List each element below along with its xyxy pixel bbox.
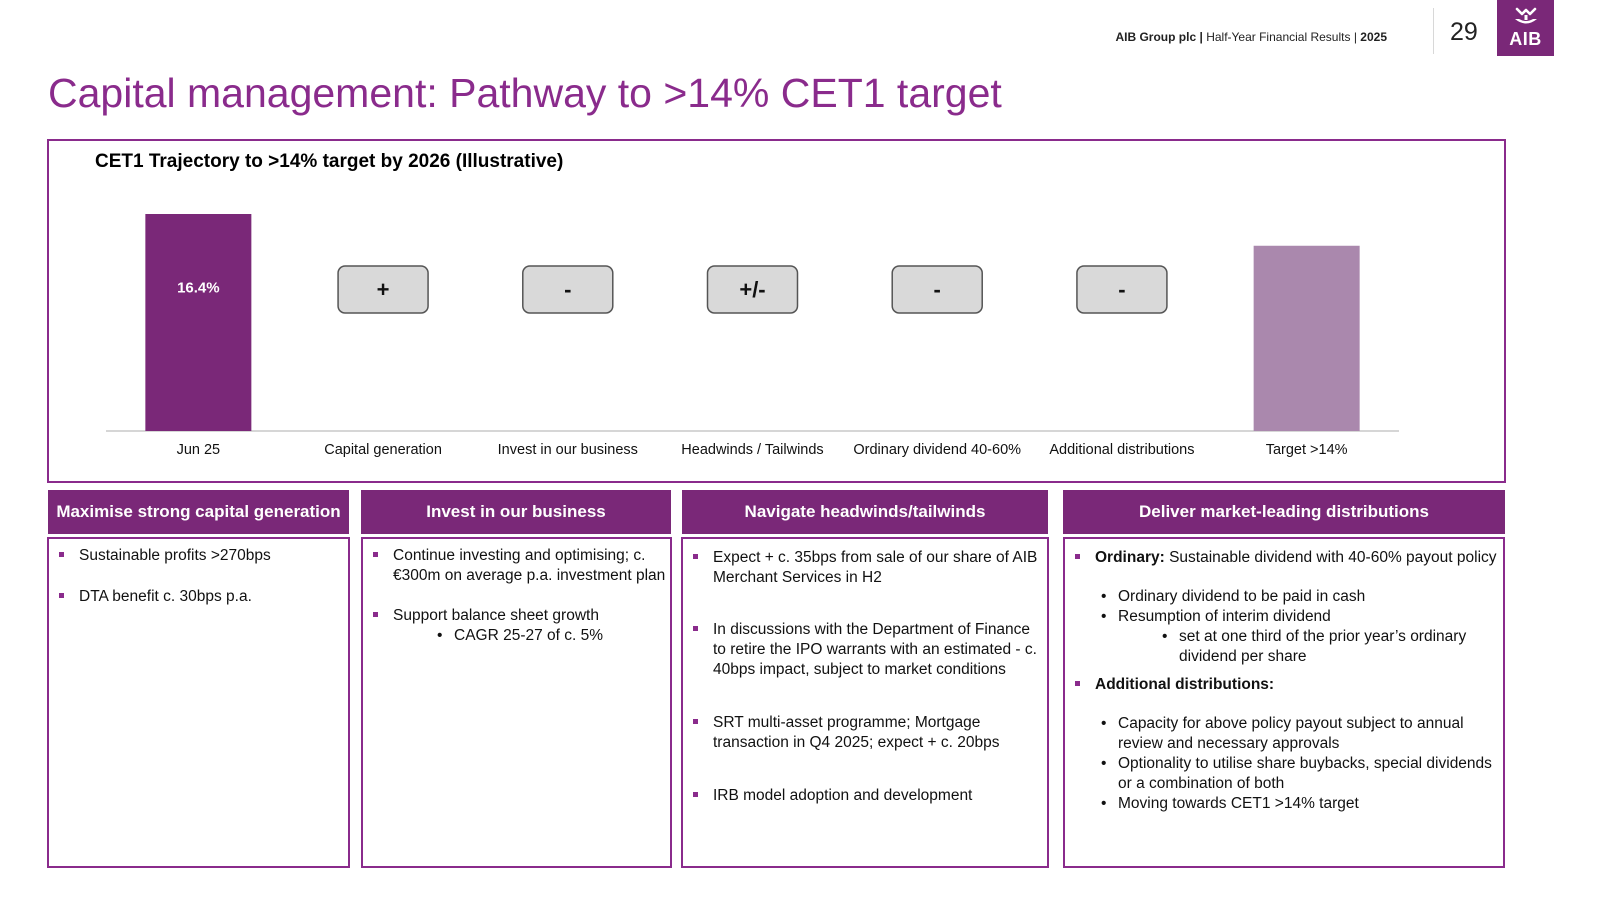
sub-sub-list-item: • set at one third of the prior year’s ordinary dividend per share [1156,627,1497,667]
sign-label: - [1118,277,1126,302]
distributions-list [1065,548,1503,814]
category-label: Capital generation [324,442,442,458]
additional-label: Additional distributions: [1095,676,1275,693]
category-label: Target >14% [1265,442,1348,458]
cet1-chart-panel [47,139,1506,483]
category-label: Invest in our business [497,442,638,458]
sign-label: + [376,277,390,302]
column-header-headwinds: Navigate headwinds/tailwinds [682,490,1048,534]
chart-title: CET1 Trajectory to >14% target by 2026 (Illustrative) [95,151,564,172]
sub-list [431,626,670,646]
list-item: Continue investing and optimising; c. €300m on average p.a. investment plan [363,546,670,586]
sub-list-item: • Capacity for above policy payout subject to annual review and necessary approvals [1095,714,1497,754]
ordinary-text: Sustainable dividend with 40-60% payout policy [1169,549,1497,566]
column-box-distributions [1063,537,1505,868]
category-label: Additional distributions [1049,442,1195,458]
sub-list-item: • Ordinary dividend to be paid in cash [1095,587,1497,607]
list-item [363,606,670,646]
sign-label: +/- [739,277,766,302]
list-item: DTA benefit c. 30bps p.a. [49,587,348,607]
sub-list-item: • Moving towards CET1 >14% target [1095,794,1497,814]
sign-label: - [564,277,572,302]
list-item-ordinary [1065,548,1497,667]
column-header-invest: Invest in our business [361,490,671,534]
sub-list-item: • CAGR 25-27 of c. 5% [431,626,670,646]
category-label: Headwinds / Tailwinds [681,442,824,458]
sub-list-item: • Optionality to utilise share buybacks, special dividends or a combination of both [1095,754,1497,794]
column-box-capital-generation [47,537,350,868]
additional-sub-list [1095,714,1497,814]
data-label: 16.4% [177,279,220,297]
sub-list-item-text: Resumption of interim dividend [1118,608,1331,625]
list-item: SRT multi-asset programme; Mortgage transaction in Q4 2025; expect + c. 20bps [683,713,1039,753]
report-name: Half-Year Financial Results [1206,30,1351,44]
headwinds-list [683,548,1047,806]
aib-logo [1497,0,1554,56]
list-item-text: Support balance sheet growth [393,607,599,624]
list-item: In discussions with the Department of Finance to retire the IPO warrants with an estimated - c. 40bps impact, subject to market conditions [683,620,1039,680]
capital-generation-list [49,546,348,607]
report-year: 2025 [1360,30,1387,44]
sign-label: - [933,277,941,302]
ordinary-label: Ordinary: [1095,549,1165,566]
invest-list [363,546,670,646]
list-item-additional [1065,675,1497,814]
list-item: Expect + c. 35bps from sale of our share of AIB Merchant Services in H2 [683,548,1039,588]
report-header [1115,30,1387,44]
header-separator: | [1199,30,1203,44]
column-box-headwinds [681,537,1049,868]
sub-list-item [1095,607,1497,667]
bar-jun-25 [145,214,251,431]
column-box-invest [361,537,672,868]
category-label: Jun 25 [176,442,221,458]
logo-text: AIB [1509,29,1542,49]
page-number: 29 [1450,18,1478,46]
ordinary-sub-list [1095,587,1497,667]
category-label: Ordinary dividend 40-60% [853,442,1022,458]
company-name: AIB Group plc [1115,30,1197,44]
column-header-distributions: Deliver market-leading distributions [1063,490,1505,534]
header-separator-2: | [1353,30,1357,44]
ark-icon [1512,6,1540,28]
bar-target [1254,246,1360,431]
cet1-chart [49,141,1504,481]
list-item: IRB model adoption and development [683,786,1039,806]
header-divider [1433,8,1434,54]
page-title: Capital management: Pathway to >14% CET1 target [48,70,1002,116]
sub-sub-list [1156,627,1497,667]
column-header-capital-generation: Maximise strong capital generation [48,490,349,534]
list-item: Sustainable profits >270bps [49,546,348,566]
